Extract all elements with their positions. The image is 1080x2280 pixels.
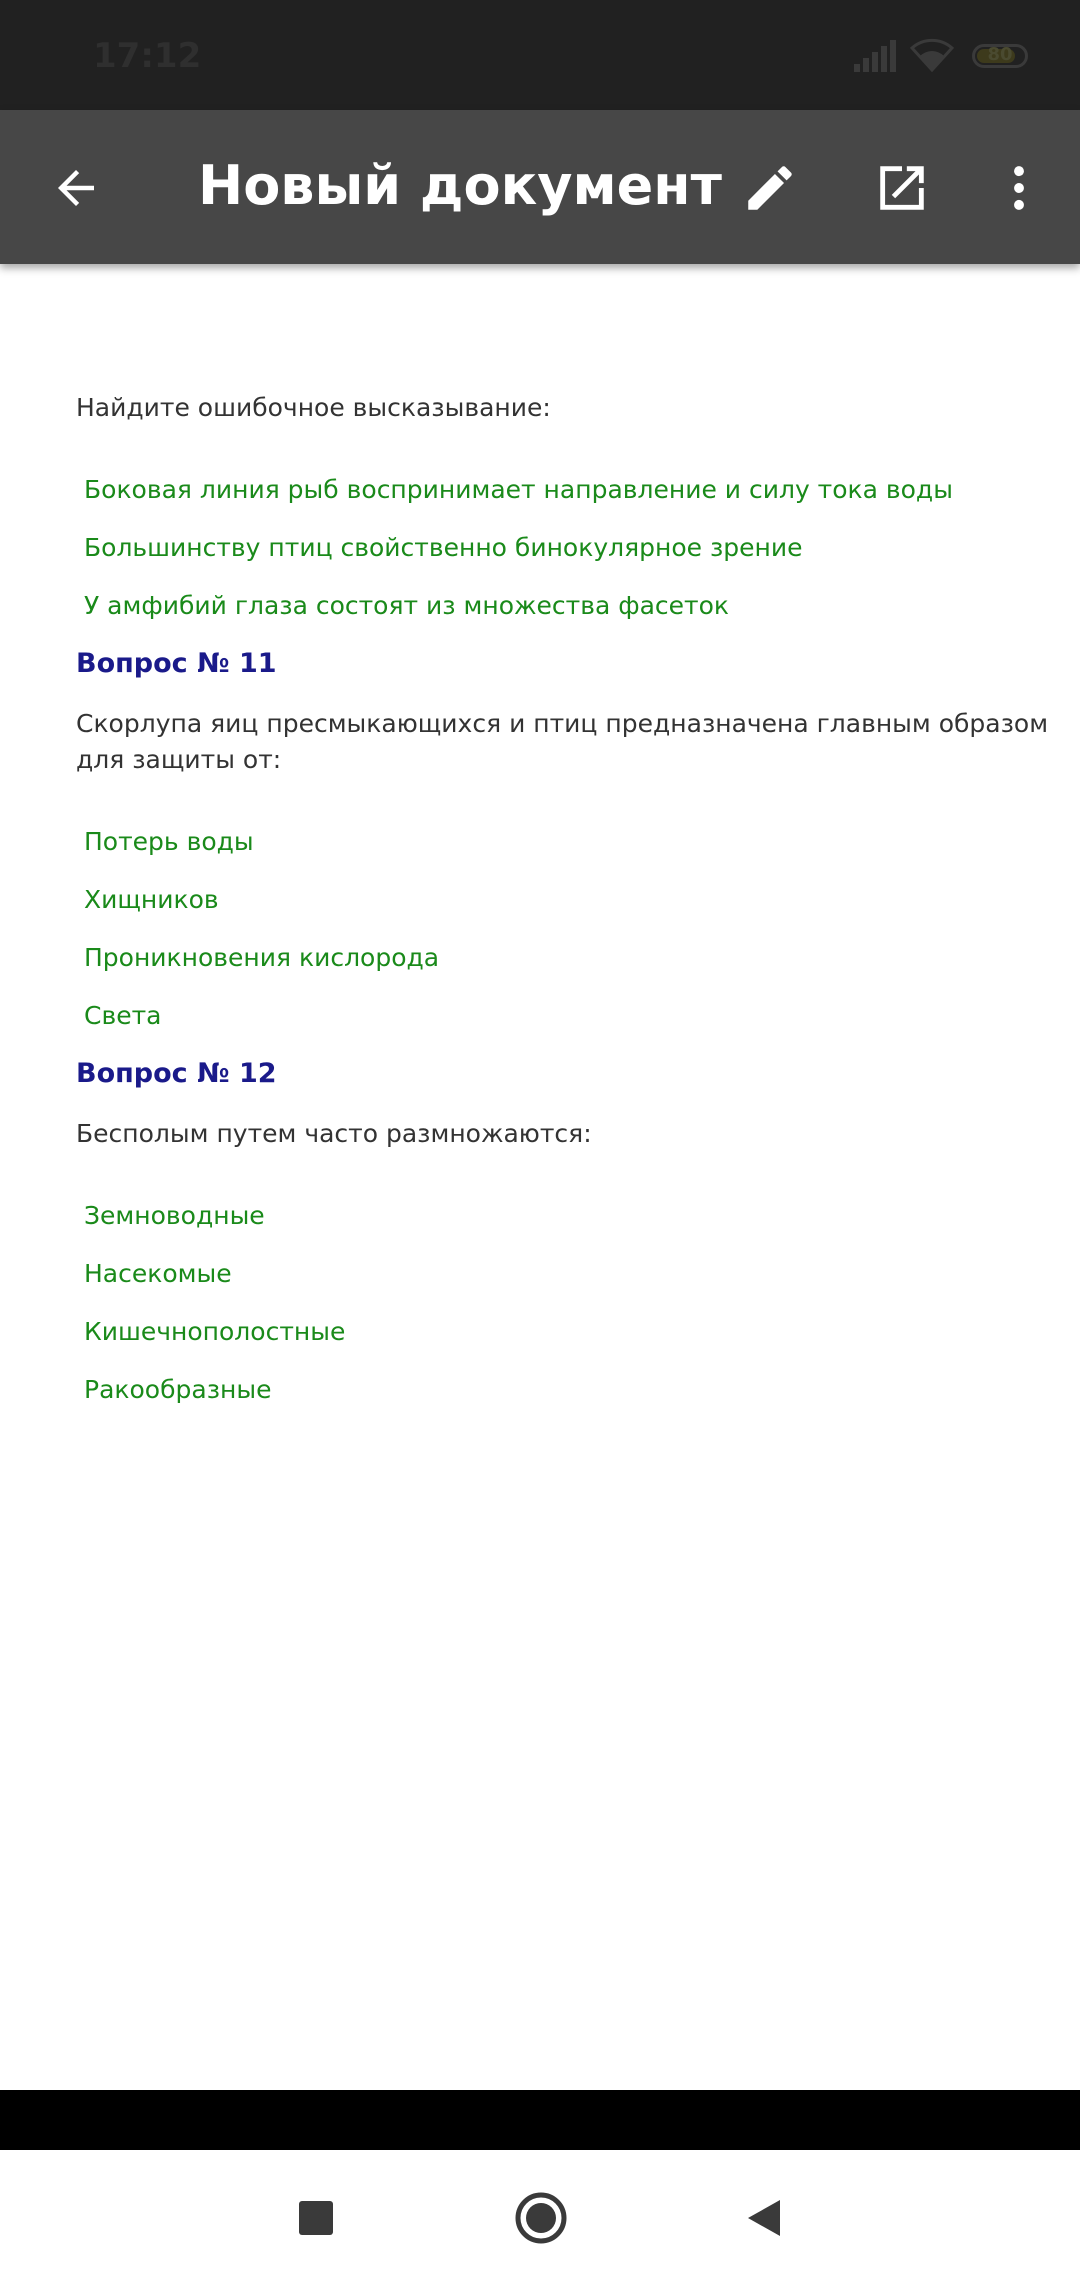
question-text-12: Бесполым путем часто размножаются: [76, 1119, 592, 1148]
answer-item[interactable]: Насекомые [84, 1259, 232, 1288]
recents-button[interactable] [286, 2188, 346, 2248]
wifi-icon [910, 36, 954, 72]
answer-item[interactable]: Света [84, 1001, 162, 1030]
edit-button[interactable] [728, 146, 812, 230]
recents-square-icon [298, 2200, 334, 2236]
back-triangle-icon [744, 2198, 784, 2238]
answer-item[interactable]: Боковая линия рыб воспринимает направление и силу тока воды [84, 475, 953, 504]
home-circle-icon [514, 2191, 568, 2245]
document-title: Новый документ [198, 154, 722, 217]
back-arrow-icon [49, 161, 103, 215]
more-vert-icon [992, 161, 1046, 215]
answer-item[interactable]: Кишечнополостные [84, 1317, 346, 1346]
answer-item[interactable]: У амфибий глаза состоят из множества фасеток [84, 591, 730, 620]
answer-item[interactable]: Проникновения кислорода [84, 943, 440, 972]
back-button[interactable] [34, 146, 118, 230]
home-button[interactable] [511, 2188, 571, 2248]
open-external-button[interactable] [860, 146, 944, 230]
intro-question-text: Найдите ошибочное высказывание: [76, 393, 551, 422]
question-heading-12: Вопрос № 12 [76, 1058, 277, 1089]
answer-item[interactable]: Земноводные [84, 1201, 265, 1230]
question-text-11: Скорлупа яиц пресмыкающихся и птиц предназначена главным образом для защиты от: [76, 709, 1049, 774]
app-toolbar [0, 110, 1080, 264]
answer-item[interactable]: Ракообразные [84, 1375, 272, 1404]
status-bar [0, 0, 1080, 110]
pencil-icon [741, 159, 799, 217]
answer-item[interactable]: Потерь воды [84, 827, 254, 856]
battery-icon [972, 44, 1028, 68]
answer-item[interactable]: Хищников [84, 885, 219, 914]
more-options-button[interactable] [977, 146, 1061, 230]
nav-back-button[interactable] [734, 2188, 794, 2248]
document-content [76, 390, 1056, 1430]
question-heading-11: Вопрос № 11 [76, 648, 277, 679]
open-external-icon [873, 159, 931, 217]
signal-icon [854, 40, 894, 72]
nav-bar-divider [0, 2090, 1080, 2150]
system-nav-bar [0, 2150, 1080, 2280]
answer-item[interactable]: Большинству птиц свойственно бинокулярное зрение [84, 533, 803, 562]
battery-percent: 80 [987, 44, 1013, 65]
status-time: 17:12 [93, 36, 202, 76]
